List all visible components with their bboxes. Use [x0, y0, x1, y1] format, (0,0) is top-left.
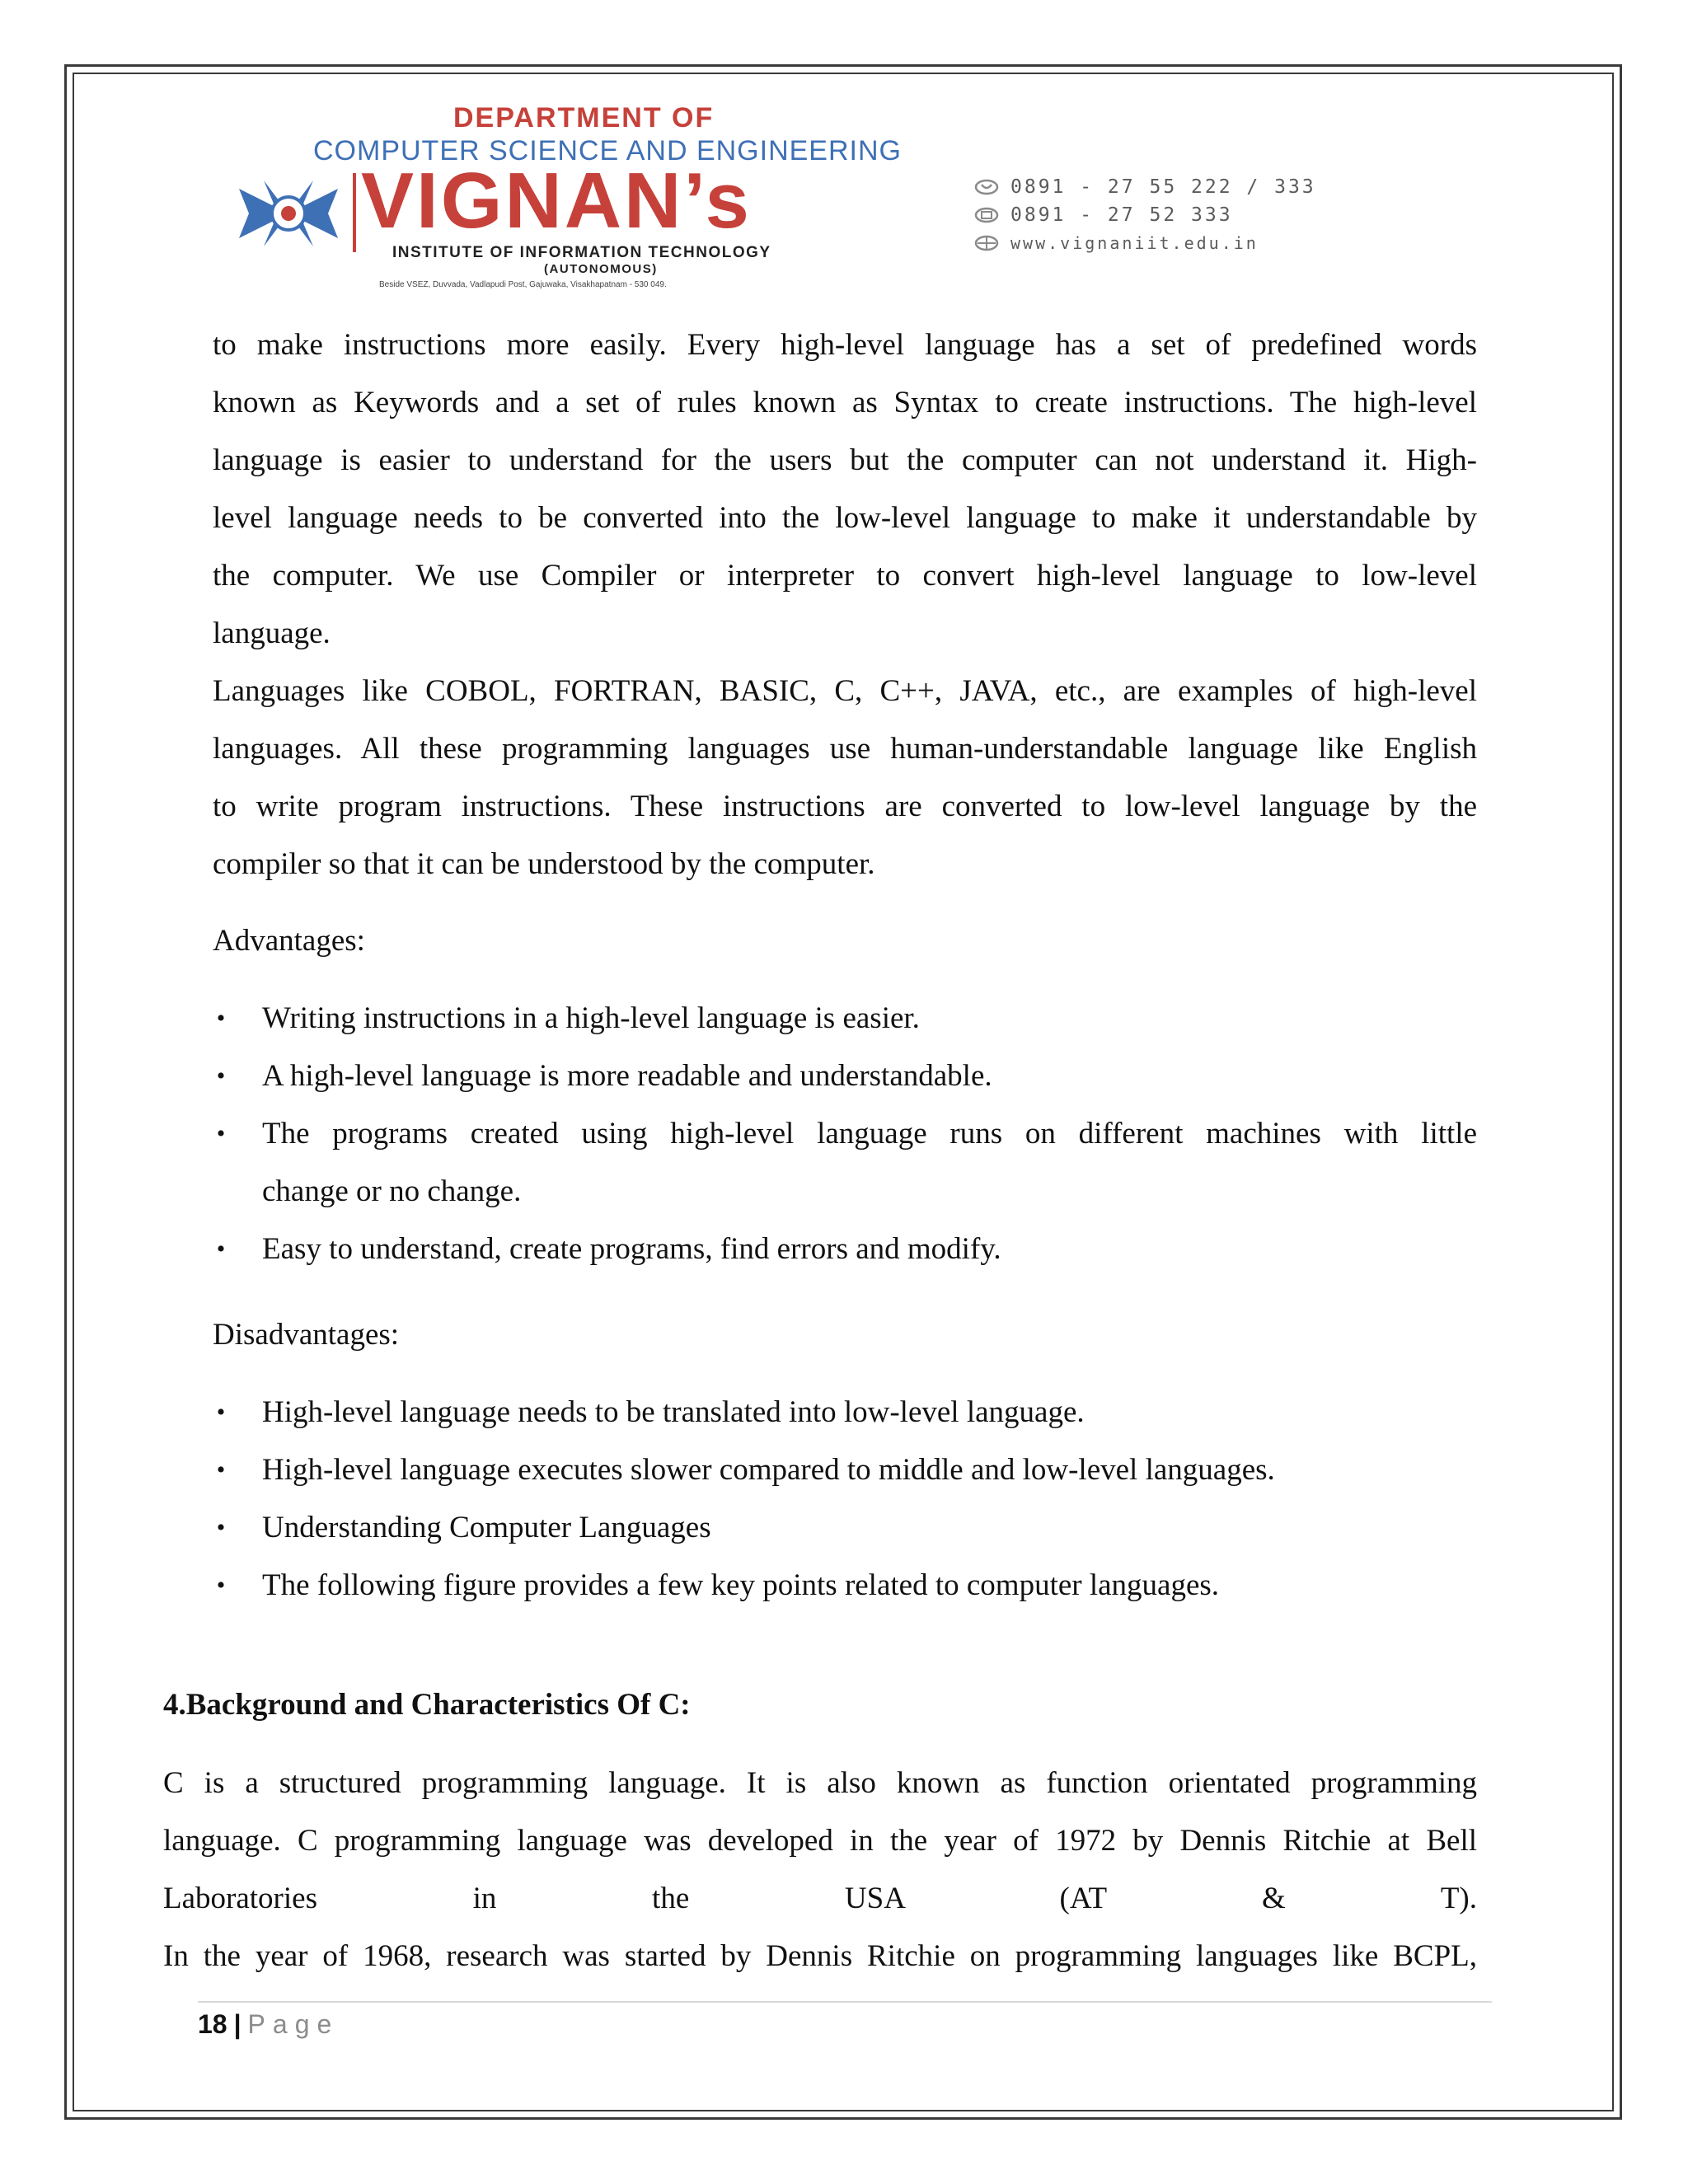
list-item: • The programs created using high-level language runs on different machines with little change or no change.	[213, 1105, 1477, 1221]
autonomous-label: (AUTONOMOUS)	[544, 262, 658, 276]
vignan-emblem-icon	[231, 176, 346, 251]
page-footer	[198, 2009, 339, 2040]
text-line: the computer. We use Compiler or interpreter to convert high-level language to low-level	[213, 559, 1477, 593]
list-item: • The following figure provides a few key points related to computer languages.	[213, 1557, 1477, 1615]
fax-icon	[973, 206, 1001, 224]
list-item: • Writing instructions in a high-level language is easier.	[213, 990, 1477, 1047]
text-line: In the year of 1968, research was started by Dennis Ritchie on programming languages like BCPL,	[163, 1939, 1477, 1973]
advantages-heading: Advantages:	[213, 924, 365, 958]
text-line: Laboratories in the USA (AT & T).	[163, 1882, 1477, 1915]
brand-wordmark: VIGNAN’s	[361, 157, 752, 245]
list-item: • High-level language needs to be translated into low-level language.	[213, 1384, 1477, 1441]
list-item: • Easy to understand, create programs, find errors and modify.	[213, 1221, 1477, 1278]
list-item: • A high-level language is more readable and understandable.	[213, 1047, 1477, 1105]
text-line: Languages like COBOL, FORTRAN, BASIC, C, C++, JAVA, etc., are examples of high-level	[213, 674, 1477, 708]
footer-divider	[198, 2001, 1492, 2003]
bullet-icon: •	[216, 1120, 226, 1147]
bullet-icon: •	[216, 1572, 226, 1599]
list-item: • Understanding Computer Languages	[213, 1499, 1477, 1557]
logo-divider	[353, 173, 356, 252]
text-line: known as Keywords and a set of rules known as Syntax to create instructions. The high-level	[213, 386, 1477, 419]
page-number: 18	[198, 2009, 227, 2039]
text-line: level language needs to be converted into the low-level language to make it understandable by	[213, 501, 1477, 535]
department-title: DEPARTMENT OF	[453, 102, 715, 134]
text-line: language. C programming language was developed in the year of 1972 by Dennis Ritchie at Bell	[163, 1824, 1477, 1858]
institute-address: Beside VSEZ, Duvvada, Vadlapudi Post, Gajuwaka, Visakhapatnam - 530 049.	[379, 280, 667, 289]
phone-icon	[973, 178, 1001, 196]
text-line: languages. All these programming languages use human-understandable language like English	[213, 732, 1477, 766]
bullet-icon: •	[216, 1514, 226, 1541]
intro-paragraph	[213, 316, 1477, 663]
text-line: language.	[213, 616, 331, 650]
contact-phone-row	[973, 173, 1401, 201]
section-paragraph	[163, 1755, 1477, 1985]
footer-separator: |	[233, 2009, 241, 2039]
bullet-icon: •	[216, 1399, 226, 1426]
text-line: to write program instructions. These instructions are converted to low-level language by the	[213, 790, 1477, 823]
text-line: compiler so that it can be understood by the computer.	[213, 847, 875, 881]
website-url[interactable]: www.vignaniit.edu.in	[1010, 233, 1259, 253]
globe-icon	[973, 234, 1001, 252]
bullet-icon: •	[216, 1062, 226, 1090]
phone-number: 0891 - 27 55 222 / 333	[1010, 176, 1316, 198]
section-heading: 4.Background and Characteristics Of C:	[163, 1688, 691, 1722]
disadvantages-list	[213, 1384, 1477, 1615]
page-label: Page	[247, 2009, 340, 2039]
examples-paragraph	[213, 663, 1477, 893]
letterhead	[223, 97, 1409, 289]
bullet-icon: •	[216, 1235, 226, 1263]
text-line: language is easier to understand for the users but the computer can not understand it. High-	[213, 443, 1477, 477]
fax-number: 0891 - 27 52 333	[1010, 204, 1233, 226]
text-line: C is a structured programming language. It is also known as function orientated programming	[163, 1766, 1477, 1800]
advantages-list	[213, 990, 1477, 1278]
bullet-icon: •	[216, 1456, 226, 1483]
department-subtitle: COMPUTER SCIENCE AND ENGINEERING	[313, 135, 902, 166]
institute-name: INSTITUTE OF INFORMATION TECHNOLOGY	[392, 244, 771, 261]
bullet-icon: •	[216, 1005, 226, 1032]
contact-fax-row	[973, 201, 1401, 229]
text-line: to make instructions more easily. Every high-level language has a set of predefined words	[213, 328, 1477, 362]
disadvantages-heading: Disadvantages:	[213, 1318, 400, 1352]
list-item: • High-level language executes slower compared to middle and low-level languages.	[213, 1441, 1477, 1499]
contact-web-row	[973, 229, 1401, 257]
contact-block	[973, 173, 1401, 257]
